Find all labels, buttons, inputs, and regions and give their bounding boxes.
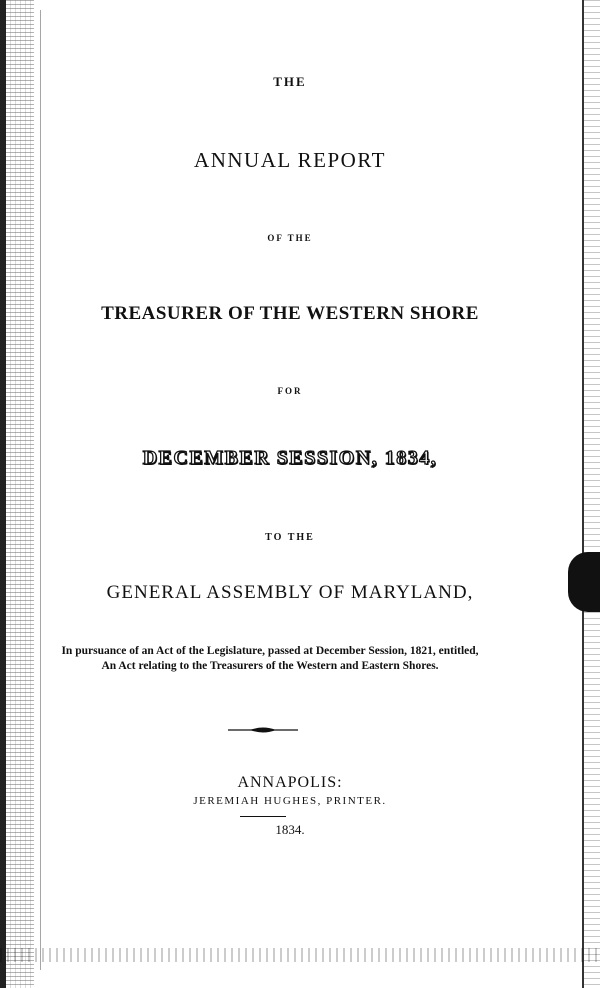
heading-general-assembly: GENERAL ASSEMBLY OF MARYLAND, [106, 582, 474, 603]
page-bottom-edge [0, 948, 600, 962]
heading-of-the: OF THE [267, 233, 313, 243]
heading-for: FOR [277, 386, 303, 396]
heading-session: DECEMBER SESSION, 1834, [142, 447, 438, 469]
imprint-printer: JEREMIAH HUGHES, PRINTER. [193, 795, 387, 807]
imprint-place: ANNAPOLIS: [237, 774, 343, 791]
imprint-year: 1834. [275, 822, 305, 837]
page-right-rule [582, 0, 584, 988]
pursuance-paragraph: In pursuance of an Act of the Legislature, passed at December Session, 1821, entitled, An Act relating to the Treasurers of the Western and Eastern Shores. [61, 645, 479, 672]
page-right-edge [582, 0, 600, 988]
heading-the: THE [273, 74, 307, 89]
imprint-rule [240, 816, 286, 817]
binding-shadow [0, 0, 6, 988]
ornament-divider [228, 724, 298, 736]
heading-annual-report: ANNUAL REPORT [194, 148, 386, 172]
binder-clip [568, 552, 600, 612]
heading-to-the: TO THE [265, 532, 315, 543]
heading-treasurer: TREASURER OF THE WESTERN SHORE [101, 303, 479, 324]
